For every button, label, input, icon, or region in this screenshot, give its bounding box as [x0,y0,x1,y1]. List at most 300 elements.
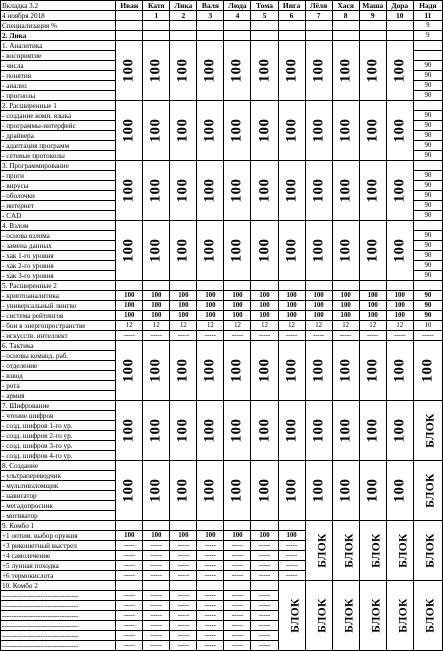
score-cell: 100 [332,291,359,301]
merged-score-cell [305,161,332,221]
score-cell: ----- [251,631,278,641]
score-cell: ----- [197,541,224,551]
score-cell: ----- [170,611,197,621]
block-mark: БЛОК [424,413,437,448]
score-cell: 90 [413,291,442,301]
column-header-name: Надя [413,1,442,11]
block-mark: БЛОК [343,533,356,568]
score-cell: ----- [224,611,251,621]
score-cell: 90 [413,301,442,311]
merged-score-cell [197,401,224,461]
score-cell: ----- [143,571,170,581]
score-value: 100 [256,118,272,143]
score-cell: 12 [251,321,278,331]
score-value: 100 [310,238,327,263]
sub-item-label: - рота [1,381,116,391]
sub-item-label: - CAD [1,211,116,221]
score-value: 100 [391,238,408,263]
last-column-value: 90 [413,151,442,161]
merged-score-cell [305,401,332,461]
sub-item-label: - созд. шифров 3-го ур. [1,441,116,451]
sub-item-label: - армия [1,391,116,401]
score-value: 100 [364,238,381,263]
merged-score-cell [143,221,170,281]
score-cell: ----- [386,331,413,341]
empty-cell [170,31,197,41]
last-column-value: 90 [413,231,442,241]
sub-item-label: - адаптация программ [1,141,116,151]
score-value: 100 [120,418,137,443]
score-value: 100 [391,358,408,383]
score-value: 100 [174,238,191,263]
score-value: 100 [228,118,245,143]
merged-score-cell [251,221,278,281]
score-cell: 100 [170,311,197,321]
merged-score-cell [413,341,442,401]
score-value: 100 [228,58,245,83]
score-value: 100 [283,358,300,383]
merged-score-cell [386,161,413,221]
table-row [1,281,443,291]
score-cell: 12 [386,321,413,331]
column-header-number: 9 [359,11,386,21]
score-cell: 100 [143,311,170,321]
merged-score-cell [386,461,413,521]
score-cell: ----- [224,601,251,611]
merged-score-cell [359,221,386,281]
sub-item-label: -------------------------------- [1,611,116,621]
sub-item-label: - прогнозы [1,91,116,101]
table-row [1,31,443,41]
score-cell: ----- [116,611,143,621]
score-value: 100 [228,478,245,503]
score-cell: ----- [143,641,170,651]
score-cell: ----- [332,331,359,341]
merged-score-cell [224,461,251,521]
score-value: 100 [283,418,300,443]
score-value: 100 [283,58,300,83]
table-row [1,41,443,51]
sub-item-label: +1 оптим. выбор оружия [1,531,116,541]
merged-score-cell [143,101,170,161]
score-cell: ----- [170,591,197,601]
score-value: 100 [364,358,381,383]
table-row [1,221,443,231]
score-cell: 100 [224,311,251,321]
sub-item-label: - вирусы [1,181,116,191]
sub-item-label: - сетевые протоколы [1,151,116,161]
score-value: 100 [364,478,381,503]
sub-item-label: -------------------------------- [1,621,116,631]
score-value: 100 [337,238,354,263]
last-column-value: 90 [413,81,442,91]
group-label: 4. Взлом [1,221,116,231]
score-cell: ----- [251,641,278,651]
score-cell: ----- [359,331,386,341]
score-value: 100 [310,178,327,203]
block-mark: БЛОК [424,598,437,633]
table-row [1,101,443,111]
empty-cell [278,31,305,41]
merged-score-cell [332,341,359,401]
merged-score-cell [359,41,386,101]
merged-score-cell [305,41,332,101]
row-label: - криптоаналитика [1,291,116,301]
score-cell: ----- [278,551,305,561]
last-column-value: 90 [413,191,442,201]
score-cell: ----- [251,621,278,631]
merged-score-cell [386,341,413,401]
score-cell: ----- [197,571,224,581]
merged-score-cell [386,101,413,161]
block-cell [359,581,386,651]
last-column-value: 9 [413,31,442,41]
merged-score-cell [197,461,224,521]
last-column-value: 90 [413,91,442,101]
score-cell: ----- [116,561,143,571]
merged-score-cell [305,101,332,161]
score-cell: 100 [386,291,413,301]
block-cell [332,521,359,581]
score-cell: 12 [224,321,251,331]
score-cell: ----- [116,571,143,581]
empty-cell [116,521,143,531]
score-value: 100 [283,118,300,143]
group-label: 6. Тактика [1,341,116,351]
score-value: 100 [120,178,137,203]
sub-item-label: - анализ [1,81,116,91]
last-column-value [413,51,442,61]
score-cell: 100 [170,531,197,541]
sub-item-label: +6 термокислота [1,571,116,581]
score-cell: ----- [278,331,305,341]
score-cell: 100 [278,311,305,321]
merged-score-cell [224,341,251,401]
score-value: 100 [174,418,191,443]
score-cell: 100 [197,301,224,311]
score-cell: 10 [413,321,442,331]
empty-cell [224,521,251,531]
score-value: 100 [256,178,272,203]
sheet-title: Вкладка 3.2 [1,1,116,11]
score-cell: 90 [413,311,442,321]
score-cell: 100 [332,311,359,321]
score-value: 100 [147,238,164,263]
header-row [1,1,443,11]
empty-cell [116,581,143,591]
merged-score-cell [197,341,224,401]
score-cell: 100 [251,311,278,321]
empty-cell [224,21,251,31]
score-cell: ----- [197,561,224,571]
score-value: 100 [283,238,300,263]
score-cell: 100 [359,291,386,301]
score-cell: 12 [197,321,224,331]
row-label: - универсальный лингво [1,301,116,311]
merged-score-cell [143,401,170,461]
merged-score-cell [278,101,305,161]
merged-score-cell [278,401,305,461]
score-value: 100 [147,358,164,383]
score-cell: ----- [170,561,197,571]
column-header-number: 8 [332,11,359,21]
empty-cell [332,21,359,31]
group-label: 3. Программирование [1,161,116,171]
score-cell: 100 [251,301,278,311]
merged-score-cell [224,401,251,461]
row-label: Специализация % [1,21,116,31]
score-cell: ----- [170,541,197,551]
score-cell: ----- [224,591,251,601]
score-value: 100 [310,478,327,503]
score-value: 100 [256,58,272,83]
merged-score-cell [143,461,170,521]
score-cell: ----- [197,631,224,641]
score-cell: ----- [170,631,197,641]
sub-item-label: - программы-интерфейс [1,121,116,131]
score-cell [278,281,305,291]
score-cell: ----- [224,631,251,641]
score-cell [197,281,224,291]
score-cell: 100 [116,531,143,541]
score-cell: 100 [386,301,413,311]
score-cell: ----- [224,331,251,341]
merged-score-cell [386,221,413,281]
merged-score-cell [251,161,278,221]
block-mark: БЛОК [316,598,329,633]
score-value: 100 [174,118,191,143]
empty-cell [143,521,170,531]
score-cell: ----- [251,591,278,601]
empty-cell [143,581,170,591]
merged-score-cell [170,221,197,281]
score-value: 100 [364,178,381,203]
header-row-numbers [1,11,443,21]
score-cell [224,281,251,291]
merged-score-cell [170,101,197,161]
column-header-number: 11 [413,11,442,21]
score-cell: ----- [413,331,442,341]
score-cell: 100 [170,291,197,301]
empty-cell [143,31,170,41]
column-header-name: Дора [386,1,413,11]
score-cell [116,281,143,291]
block-mark: БЛОК [397,598,410,633]
column-header-number: 3 [197,11,224,21]
score-cell: 100 [305,291,332,301]
score-cell: ----- [251,561,278,571]
group-label: 1. Аналитика [1,41,116,51]
last-column-value [413,161,442,171]
score-cell: ----- [251,601,278,611]
table-row [1,401,443,411]
score-cell: ----- [116,541,143,551]
sub-item-label: - проги [1,171,116,181]
score-cell: ----- [116,591,143,601]
score-cell: ----- [224,571,251,581]
score-cell: 100 [251,291,278,301]
score-cell: ----- [116,641,143,651]
score-cell: ----- [143,601,170,611]
empty-cell [251,31,278,41]
block-cell [305,581,332,651]
score-cell: ----- [170,571,197,581]
merged-score-cell [359,401,386,461]
score-cell: 12 [278,321,305,331]
merged-score-cell [305,341,332,401]
merged-score-cell [116,41,143,101]
score-cell [143,281,170,291]
score-cell: ----- [251,571,278,581]
last-column-value [413,221,442,231]
score-cell: ----- [116,621,143,631]
score-cell: ----- [251,331,278,341]
empty-cell [359,31,386,41]
block-cell [413,401,442,461]
sub-item-label: - хак 3-го уровня [1,271,116,281]
table-row [1,341,443,351]
block-cell [305,521,332,581]
last-column-value: 90 [413,171,442,181]
column-header-number [116,11,143,21]
merged-score-cell [359,341,386,401]
score-cell: ----- [143,561,170,571]
score-value: 100 [201,358,218,383]
score-value: 100 [391,58,408,83]
merged-score-cell [332,101,359,161]
score-cell: ----- [197,621,224,631]
merged-score-cell [386,401,413,461]
row-label: 5. Расширенные 2 [1,281,116,291]
block-cell [386,581,413,651]
empty-cell [116,21,143,31]
last-column-value: 90 [413,111,442,121]
merged-score-cell [305,221,332,281]
score-cell: ----- [251,541,278,551]
score-value: 100 [283,478,300,503]
score-value: 100 [120,238,137,263]
block-mark: БЛОК [316,533,329,568]
score-value: 100 [228,178,245,203]
sub-item-label: +3 рикошетный выстрел [1,541,116,551]
row-label: - искусств. интеллект [1,331,116,341]
block-mark: БЛОК [289,598,302,633]
merged-score-cell [143,161,170,221]
empty-cell [143,21,170,31]
score-cell: ----- [116,331,143,341]
column-header-name: Маша [359,1,386,11]
sub-item-label: - числа [1,61,116,71]
empty-cell [278,21,305,31]
merged-score-cell [332,461,359,521]
group-label: 2. Расширенные 1 [1,101,116,111]
sub-item-label: - мегадопросник [1,501,116,511]
score-cell: 12 [116,321,143,331]
row-label: - бои в энергопространстве [1,321,116,331]
score-value: 100 [228,418,245,443]
block-mark: БЛОК [424,533,437,568]
merged-score-cell [278,461,305,521]
empty-cell [170,581,197,591]
score-cell [386,281,413,291]
merged-score-cell [170,41,197,101]
score-cell: ----- [197,551,224,561]
score-cell [332,281,359,291]
score-value: 100 [174,58,191,83]
column-header-name: Катя [143,1,170,11]
empty-cell [197,21,224,31]
empty-cell [224,581,251,591]
block-mark: БЛОК [370,598,383,633]
score-cell: 100 [197,311,224,321]
score-value: 100 [364,418,381,443]
score-cell [305,281,332,291]
row-label: - система рейтингов [1,311,116,321]
score-value: 100 [228,238,245,263]
sub-item-label: - ультрапереводчик [1,471,116,481]
score-cell: ----- [170,601,197,611]
score-cell: 100 [116,301,143,311]
score-cell: ----- [224,641,251,651]
score-cell: 100 [332,301,359,311]
merged-score-cell [359,101,386,161]
score-cell: ----- [143,631,170,641]
merged-score-cell [332,41,359,101]
score-value: 100 [310,118,327,143]
empty-cell [170,521,197,531]
table-row [1,311,443,321]
score-value: 100 [201,58,218,83]
sub-item-label: - созд. шифров 1-го ур. [1,421,116,431]
score-cell: ----- [278,541,305,551]
table-row [1,461,443,471]
score-value: 100 [310,418,327,443]
table-row [1,321,443,331]
merged-score-cell [116,401,143,461]
last-column-value: 90 [413,251,442,261]
empty-cell [332,31,359,41]
score-cell: ----- [143,611,170,621]
score-cell: 100 [116,291,143,301]
score-cell: 100 [224,301,251,311]
block-cell [359,521,386,581]
sub-item-label: - чтение шифров [1,411,116,421]
merged-score-cell [197,41,224,101]
block-cell [413,521,442,581]
merged-score-cell [386,41,413,101]
sub-item-label: +4 самолечение [1,551,116,561]
empty-cell [305,21,332,31]
score-cell: ----- [305,331,332,341]
sub-item-label: - создание комп. языка [1,111,116,121]
merged-score-cell [170,161,197,221]
empty-cell [251,521,278,531]
score-value: 100 [120,58,137,83]
empty-cell [251,21,278,31]
column-header-number: 5 [251,11,278,21]
empty-cell [251,581,278,591]
score-cell: 12 [359,321,386,331]
merged-score-cell [251,41,278,101]
merged-score-cell [197,161,224,221]
sub-item-label: -------------------------------- [1,631,116,641]
merged-score-cell [278,341,305,401]
last-column-value: 9 [413,21,442,31]
score-cell: ----- [116,551,143,561]
sub-item-label: - понятия [1,71,116,81]
merged-score-cell [197,221,224,281]
column-header-number: 1 [143,11,170,21]
